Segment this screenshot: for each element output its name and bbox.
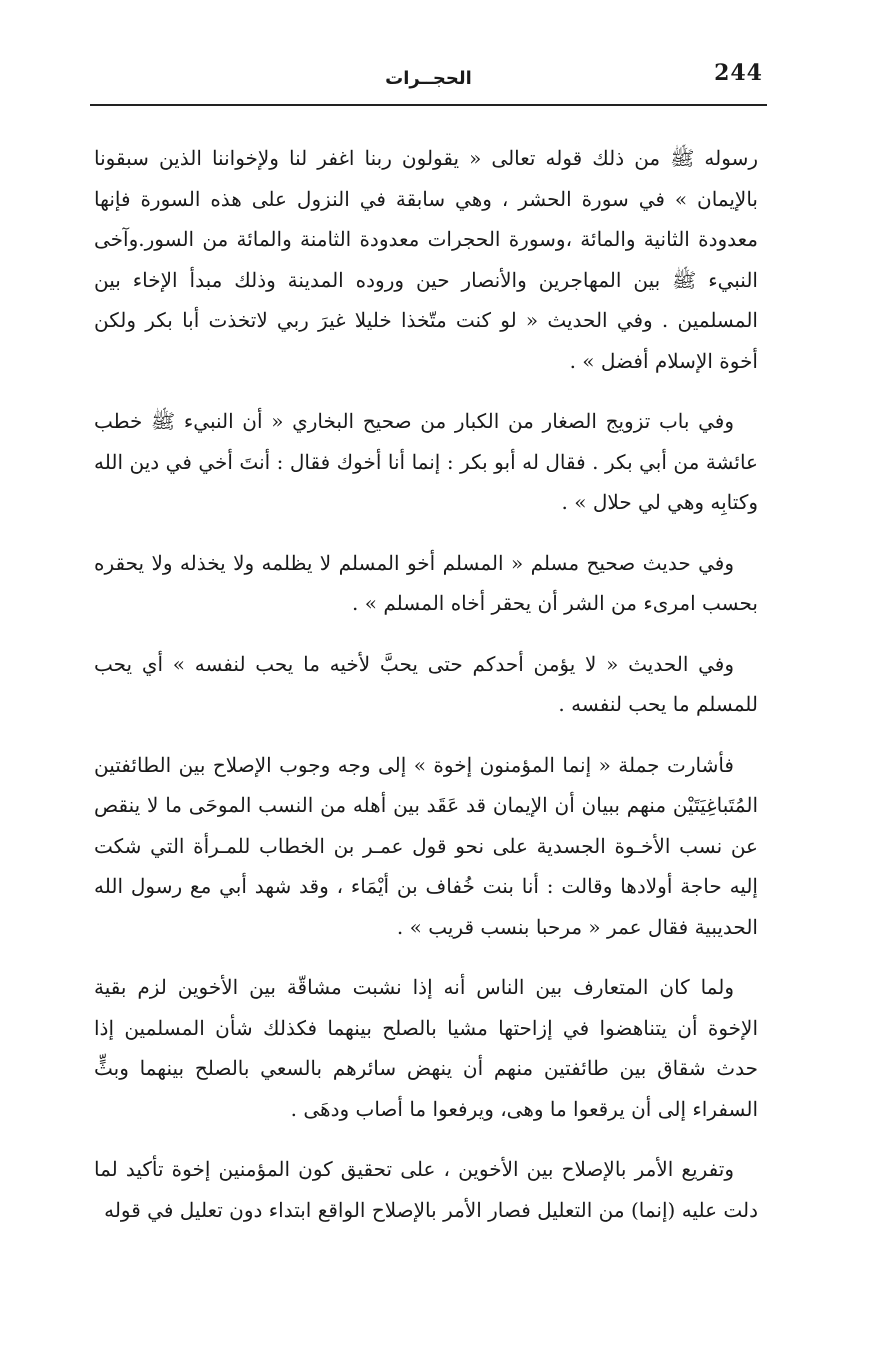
paragraph: [94, 644, 758, 725]
body-text: [94, 138, 758, 1250]
paragraph-text: ولما كان المتعارف بين الناس أنه إذا نشبت مشاقّة بين الأخوين لزم بقية الإخوة أن يتناهضوا في إزاحتها مشيا بالصلح بينهما فكذلك شأن المسلمين إذا حدث شقاق بين طائفتين منهم أن ينهض سائرهم بالسعي بالصلح بينهما وبثٍّ السفراء إلى أن يرقعوا ما وهى، ويرفعوا ما أصاب ودهَى .: [94, 975, 759, 1121]
paragraph: [94, 401, 758, 523]
paragraph-text: وتفريع الأمر بالإصلاح بين الأخوين ، على تحقيق كون المؤمنين إخوة تأكيد لما دلت عليه (إنما) من التعليل فصار الأمر بالإصلاح الواقع ابتداء دون تعليل في قوله: [94, 1157, 758, 1222]
paragraph: [94, 1149, 758, 1230]
paragraph: [94, 138, 758, 381]
paragraph-text: فأشارت جملة « إنما المؤمنون إخوة » إلى وجه وجوب الإصلاح بين الطائفتين المُتَباغِيَتَيْن منهم ببيان أن الإيمان قد عَقَد بين أهله من النسب الموحَى ما لا ينقص عن نسب الأخـوة الجسدية على نحو قول عمـر بن الخطاب للمـرأة التي شكت إليه حاجة أولادها وقالت : أنا بنت خُفاف بن أيْمَاء ، وقد شهد أبي مع رسول الله الحديبية فقال عمر « مرحبا بنسب قريب » .: [94, 752, 758, 939]
page-number: 244: [714, 60, 763, 86]
paragraph: [94, 967, 758, 1129]
page-header: [90, 58, 767, 106]
running-title: الحجــرات: [385, 68, 472, 89]
paragraph: [94, 745, 758, 948]
paragraph-text: وفي الحديث « لا يؤمن أحدكم حتى يحبَّ لأخيه ما يحب لنفسه » أي يحب للمسلم ما يحب لنفسه .: [94, 651, 758, 716]
paragraph-text: وفي حديث صحيح مسلم « المسلم أخو المسلم لا يظلمه ولا يخذله ولا يحقره بحسب امرىء من الشر أن يحقر أخاه المسلم » .: [94, 550, 758, 615]
paragraph: [94, 543, 758, 624]
paragraph-text: وفي باب تزويج الصغار من الكبار من صحيح البخاري « أن النبيء ﷺ خطب عائشة من أبي بكر . فقال له أبو بكر : إنما أنا أخوك فقال : أنتَ أخي في دين الله وكتابِه وهي لي حلال » .: [94, 409, 758, 514]
paragraph-text: رسوله ﷺ من ذلك قوله تعالى « يقولون ربنا اغفر لنا ولإخواننا الذين سبقونا بالإيمان » في سورة الحشر ، وهي سابقة في النزول على هذه السورة فإنها معدودة الثانية والمائة ،وسورة الحجرات معدودة الثامنة والمائة من السور.وآخى النبيء ﷺ بين المهاجرين والأنصار حين وروده المدينة وذلك مبدأ الإخاء بين المسلمين . وفي الحديث « لو كنت متّخذا خليلا غيرَ ربي لاتخذت أبا بكر ولكن أخوة الإسلام أفضل » .: [94, 146, 758, 373]
header-rule: [90, 104, 767, 106]
